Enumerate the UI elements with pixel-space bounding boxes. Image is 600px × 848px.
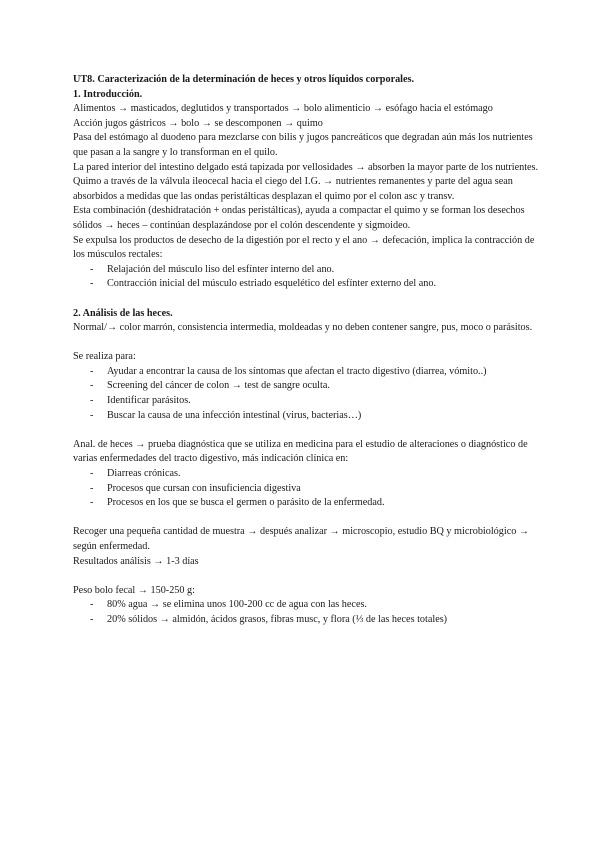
paragraph: Normal/→ color marrón, consistencia intermedia, moldeadas y no deben contener sangre, pus, moco o parásitos.	[73, 322, 533, 334]
list-item: - Procesos en los que se busca el germen o parásito de la enfermedad.	[73, 496, 540, 511]
list-item: - Identificar parásitos.	[73, 394, 540, 409]
bullet-list	[73, 467, 540, 511]
list-item: - Ayudar a encontrar la causa de los síntomas que afectan el tracto digestivo (diarrea, vómito..)	[73, 365, 540, 380]
section-2-heading: 2. Análisis de las heces.	[73, 307, 173, 319]
paragraph: Acción jugos gástricos → bolo → se descomponen → quimo	[73, 117, 323, 129]
paragraph: Peso bolo fecal → 150-250 g:	[73, 584, 195, 596]
list-item: - Diarreas crónicas.	[73, 467, 540, 482]
paragraph: Esta combinación (deshidratación + ondas peristálticas), ayuda a compactar el quimo y se forman los desechos sólidos → heces – continúan desplazándose por el colón descendente y sigmoideo.	[73, 205, 525, 231]
document-title: UT8. Caracterización de la determinación de heces y otros líquidos corporales.	[73, 74, 415, 85]
list-item: - Relajación del músculo liso del esfínter interno del ano.	[73, 263, 540, 278]
paragraph: La pared interior del intestino delgado está tapizada por vellosidades → absorben la mayor parte de los nutrientes.	[73, 161, 539, 173]
list-item: - Screening del cáncer de colon → test de sangre oculta.	[73, 379, 540, 394]
bullet-list	[73, 263, 540, 292]
list-item: - Contracción inicial del músculo estriado esquelético del esfínter externo del ano.	[73, 277, 540, 292]
section-1-heading: 1. Introducción.	[73, 88, 143, 100]
paragraph: Pasa del estómago al duodeno para mezclarse con bilis y jugos pancreáticos que degradan aún más los nutrientes que pasan a la sangre y lo transforman en el quilo.	[73, 132, 533, 158]
bullet-list	[73, 365, 540, 423]
bullet-list	[73, 598, 540, 627]
paragraph: Se expulsa los productos de desecho de la digestión por el recto y el ano → defecación, implica la contracción de los músculos rectales:	[73, 234, 535, 261]
list-item: - 80% agua → se elimina unos 100-200 cc de agua con las heces.	[73, 598, 540, 613]
paragraph: Resultados análisis → 1-3 días	[73, 555, 199, 567]
paragraph: Anal. de heces → prueba diagnóstica que se utiliza en medicina para el estudio de alteraciones o diagnóstico de varias enfermedades del tracto digestivo, más indicación clínica en:	[73, 438, 528, 465]
paragraph: Quimo a través de la válvula ileocecal hacia el ciego del I.G. → nutrientes remanentes y parte del agua sean absorbidos a medidas que las ondas peristálticas desplazan el quimo por el colon asc y transv.	[73, 176, 513, 202]
list-item: - 20% sólidos → almidón, ácidos grasos, fibras musc, y flora (⅓ de las heces totales)	[73, 613, 540, 628]
paragraph: Recoger una pequeña cantidad de muestra → después analizar → microscopio, estudio BQ y microbiológico → según enfermedad.	[73, 526, 530, 552]
list-item: - Procesos que cursan con insuficiencia digestiva	[73, 482, 540, 497]
paragraph: Se realiza para:	[73, 351, 136, 363]
list-item: - Buscar la causa de una infección intestinal (virus, bacterias…)	[73, 409, 540, 424]
paragraph: Alimentos → masticados, deglutidos y transportados → bolo alimenticio → esófago hacia el estómago	[73, 103, 493, 115]
